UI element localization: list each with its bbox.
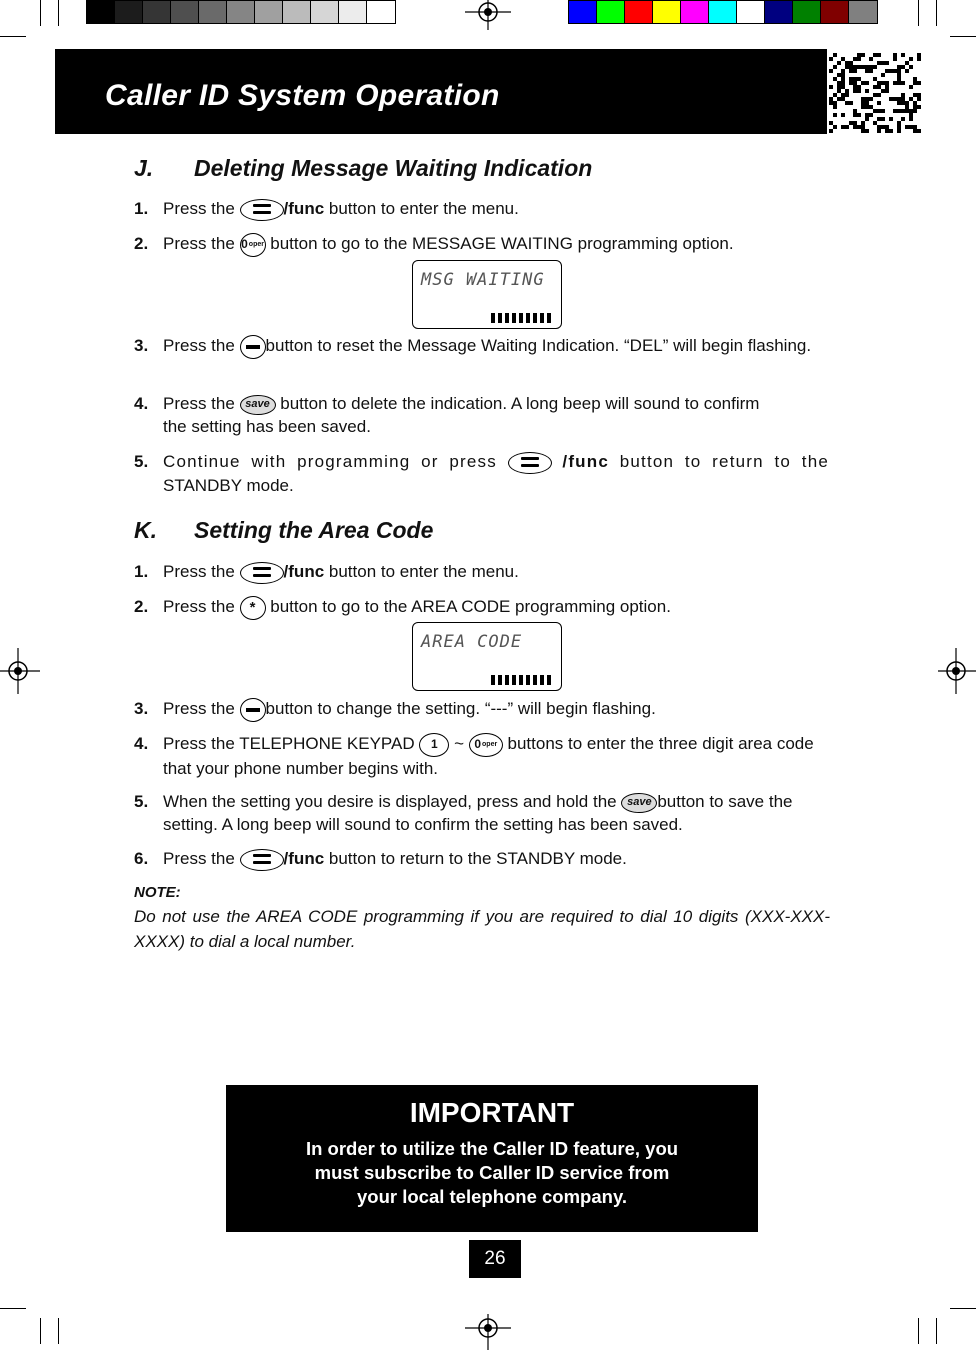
qr-module bbox=[913, 93, 917, 97]
note-label: NOTE: bbox=[134, 884, 181, 901]
qr-module bbox=[885, 61, 889, 65]
process-color-swatch bbox=[569, 1, 597, 23]
qr-module bbox=[833, 53, 837, 57]
page-title: Caller ID System Operation bbox=[105, 79, 500, 112]
qr-module bbox=[897, 65, 901, 69]
qr-module bbox=[849, 121, 853, 125]
qr-module bbox=[845, 101, 849, 105]
qr-module bbox=[829, 121, 833, 125]
qr-module bbox=[897, 97, 901, 101]
qr-module bbox=[893, 57, 897, 61]
qr-module bbox=[905, 61, 909, 65]
qr-module bbox=[841, 93, 845, 97]
section-letter: K. bbox=[134, 517, 157, 543]
qr-module bbox=[865, 101, 869, 105]
qr-module bbox=[893, 109, 897, 113]
qr-module bbox=[849, 61, 853, 65]
qr-module bbox=[873, 53, 877, 57]
qr-module bbox=[857, 125, 861, 129]
qr-module bbox=[829, 101, 833, 105]
qr-module bbox=[909, 117, 913, 121]
qr-module bbox=[901, 109, 905, 113]
qr-module bbox=[873, 77, 877, 81]
qr-module bbox=[853, 121, 857, 125]
process-color-swatch bbox=[709, 1, 737, 23]
step-number: 1. bbox=[134, 199, 149, 218]
qr-module bbox=[861, 121, 865, 125]
qr-module bbox=[865, 97, 869, 101]
qr-module bbox=[877, 125, 881, 129]
lcd-indicator-icon bbox=[491, 313, 551, 323]
process-color-swatch bbox=[765, 1, 793, 23]
qr-module bbox=[877, 117, 881, 121]
qr-module bbox=[877, 93, 881, 97]
qr-module bbox=[865, 81, 869, 85]
qr-module bbox=[893, 53, 897, 57]
qr-module bbox=[849, 69, 853, 73]
grayscale-swatch bbox=[199, 1, 227, 23]
minus-button-icon bbox=[240, 698, 266, 722]
qr-module bbox=[841, 81, 845, 85]
step-number: 6. bbox=[134, 849, 149, 868]
qr-module bbox=[897, 125, 901, 129]
save-button-icon: save bbox=[240, 395, 276, 415]
qr-module bbox=[901, 117, 905, 121]
grayscale-swatch bbox=[115, 1, 143, 23]
qr-module bbox=[889, 97, 893, 101]
one-button-icon: 1 bbox=[419, 733, 449, 757]
lcd-text: AREA CODE bbox=[421, 632, 523, 652]
registration-crosshair-icon bbox=[465, 0, 511, 46]
qr-module bbox=[833, 65, 837, 69]
qr-module bbox=[861, 81, 865, 85]
qr-module bbox=[829, 69, 833, 73]
qr-module bbox=[909, 97, 913, 101]
important-title: IMPORTANT bbox=[409, 1097, 575, 1128]
qr-module bbox=[893, 81, 897, 85]
process-color-swatch bbox=[625, 1, 653, 23]
note-text: Do not use the AREA CODE programming if you are required to dial 10 digits (XXX-XXX-XXXX) to dial a local number. bbox=[134, 907, 830, 951]
qr-module bbox=[873, 85, 877, 89]
qr-module bbox=[917, 97, 921, 101]
qr-module bbox=[885, 129, 889, 133]
qr-module bbox=[881, 61, 885, 65]
crop-mark bbox=[936, 1318, 937, 1344]
qr-module bbox=[833, 77, 837, 81]
grayscale-swatch bbox=[227, 1, 255, 23]
step-k6: Press the /func button to return to the STANDBY mode. bbox=[163, 847, 853, 871]
crop-mark bbox=[950, 36, 976, 37]
qr-module bbox=[849, 77, 853, 81]
qr-module bbox=[861, 65, 865, 69]
qr-module bbox=[861, 101, 865, 105]
qr-module bbox=[909, 113, 913, 117]
qr-module bbox=[889, 117, 893, 121]
qr-module bbox=[841, 85, 845, 89]
qr-module bbox=[829, 85, 833, 89]
qr-module bbox=[901, 97, 905, 101]
qr-module bbox=[905, 101, 909, 105]
qr-module bbox=[897, 129, 901, 133]
qr-module bbox=[853, 89, 857, 93]
qr-module bbox=[841, 77, 845, 81]
qr-module bbox=[873, 93, 877, 97]
qr-module bbox=[841, 69, 845, 73]
grayscale-swatch bbox=[339, 1, 367, 23]
qr-module bbox=[897, 121, 901, 125]
qr-module bbox=[909, 109, 913, 113]
qr-module bbox=[913, 77, 917, 81]
qr-module bbox=[909, 65, 913, 69]
qr-module bbox=[865, 129, 869, 133]
qr-module bbox=[841, 125, 845, 129]
func-button-icon bbox=[240, 562, 284, 584]
qr-module bbox=[913, 101, 917, 105]
step-k5: When the setting you desire is displayed, press and hold the save button to save the setting. A long beep will sound to confirm the setting has been saved. bbox=[163, 792, 793, 834]
qr-module bbox=[897, 77, 901, 81]
qr-module bbox=[833, 113, 837, 117]
qr-code-icon bbox=[827, 49, 921, 134]
qr-module bbox=[861, 105, 865, 109]
qr-module bbox=[901, 65, 905, 69]
section-j-heading bbox=[134, 155, 834, 185]
qr-module bbox=[869, 65, 873, 69]
qr-module bbox=[869, 57, 873, 61]
qr-module bbox=[901, 81, 905, 85]
qr-module bbox=[893, 97, 897, 101]
qr-module bbox=[853, 57, 857, 61]
qr-module bbox=[881, 125, 885, 129]
qr-module bbox=[857, 53, 861, 57]
grayscale-color-bar bbox=[86, 0, 396, 24]
grayscale-swatch bbox=[143, 1, 171, 23]
qr-module bbox=[841, 73, 845, 77]
qr-module bbox=[869, 113, 873, 117]
registration-crosshair-icon bbox=[465, 1304, 511, 1350]
grayscale-swatch bbox=[255, 1, 283, 23]
step-number: 3. bbox=[134, 336, 149, 355]
zero-oper-button-icon: 0 oper bbox=[469, 733, 503, 757]
qr-module bbox=[913, 129, 917, 133]
qr-module bbox=[897, 109, 901, 113]
step-j3: Press the button to reset the Message Waiting Indication. “DEL” will begin flashing. bbox=[163, 334, 831, 359]
qr-module bbox=[857, 77, 861, 81]
crop-mark bbox=[58, 0, 59, 26]
crop-mark bbox=[918, 1318, 919, 1344]
qr-module bbox=[853, 125, 857, 129]
qr-module bbox=[917, 81, 921, 85]
grayscale-swatch bbox=[283, 1, 311, 23]
qr-module bbox=[897, 73, 901, 77]
qr-module bbox=[917, 53, 921, 57]
qr-module bbox=[857, 113, 861, 117]
qr-module bbox=[853, 85, 857, 89]
qr-module bbox=[865, 65, 869, 69]
step-number: 4. bbox=[134, 734, 149, 753]
step-number: 3. bbox=[134, 699, 149, 718]
qr-module bbox=[877, 81, 881, 85]
qr-module bbox=[885, 89, 889, 93]
qr-module bbox=[889, 69, 893, 73]
qr-module bbox=[837, 85, 841, 89]
save-button-icon: save bbox=[621, 793, 657, 813]
step-k2: Press the * button to go to the AREA CODE programming option. bbox=[163, 595, 853, 620]
qr-module bbox=[861, 125, 865, 129]
qr-module bbox=[913, 125, 917, 129]
qr-module bbox=[881, 117, 885, 121]
crop-mark bbox=[936, 0, 937, 26]
qr-module bbox=[889, 129, 893, 133]
qr-module bbox=[865, 69, 869, 73]
qr-module bbox=[877, 129, 881, 133]
qr-module bbox=[857, 65, 861, 69]
qr-module bbox=[913, 109, 917, 113]
qr-module bbox=[917, 93, 921, 97]
process-color-swatch bbox=[793, 1, 821, 23]
qr-module bbox=[909, 57, 913, 61]
qr-module bbox=[837, 81, 841, 85]
qr-module bbox=[853, 77, 857, 81]
qr-module bbox=[837, 97, 841, 101]
grayscale-swatch bbox=[171, 1, 199, 23]
qr-module bbox=[861, 97, 865, 101]
qr-module bbox=[917, 129, 921, 133]
zero-oper-button-icon: 0 oper bbox=[240, 233, 266, 257]
func-button-icon bbox=[240, 849, 284, 871]
qr-module bbox=[853, 113, 857, 117]
qr-module bbox=[901, 93, 905, 97]
qr-module bbox=[905, 125, 909, 129]
qr-module bbox=[877, 109, 881, 113]
process-color-swatch bbox=[849, 1, 877, 23]
qr-module bbox=[877, 61, 881, 65]
qr-module bbox=[877, 101, 881, 105]
section-title: Setting the Area Code bbox=[194, 517, 434, 543]
lcd-text: MSG WAITING bbox=[421, 270, 545, 290]
section-k-heading bbox=[134, 517, 834, 547]
qr-module bbox=[837, 61, 841, 65]
qr-module bbox=[857, 85, 861, 89]
process-color-swatch bbox=[597, 1, 625, 23]
qr-module bbox=[917, 105, 921, 109]
step-number: 2. bbox=[134, 597, 149, 616]
qr-module bbox=[885, 81, 889, 85]
crop-mark bbox=[40, 0, 41, 26]
important-box bbox=[226, 1085, 758, 1232]
registration-crosshair-icon bbox=[934, 648, 976, 694]
grayscale-swatch bbox=[87, 1, 115, 23]
minus-button-icon bbox=[240, 335, 266, 359]
qr-module bbox=[909, 85, 913, 89]
section-letter: J. bbox=[134, 155, 154, 181]
func-button-icon bbox=[508, 452, 552, 474]
qr-module bbox=[849, 65, 853, 69]
qr-module bbox=[901, 53, 905, 57]
step-number: 4. bbox=[134, 394, 149, 413]
qr-module bbox=[865, 105, 869, 109]
qr-module bbox=[885, 69, 889, 73]
qr-module bbox=[869, 105, 873, 109]
crop-mark bbox=[58, 1318, 59, 1344]
step-number: 5. bbox=[134, 792, 149, 811]
qr-module bbox=[857, 89, 861, 93]
star-button-icon: * bbox=[240, 596, 266, 620]
crop-mark bbox=[40, 1318, 41, 1344]
important-body: In order to utilize the Caller ID feature, you must subscribe to Caller ID service from your local telephone company. bbox=[305, 1138, 679, 1207]
qr-module bbox=[829, 57, 833, 61]
step-k1: Press the /func button to enter the menu. bbox=[163, 560, 853, 584]
qr-module bbox=[857, 57, 861, 61]
page-number: 26 bbox=[469, 1240, 521, 1278]
qr-module bbox=[837, 73, 841, 77]
qr-module bbox=[833, 125, 837, 129]
qr-module bbox=[845, 61, 849, 65]
qr-module bbox=[845, 89, 849, 93]
qr-module bbox=[845, 93, 849, 97]
qr-module bbox=[873, 109, 877, 113]
qr-module bbox=[849, 101, 853, 105]
process-color-swatch bbox=[681, 1, 709, 23]
qr-module bbox=[913, 81, 917, 85]
process-color-swatch bbox=[821, 1, 849, 23]
process-color-swatch bbox=[653, 1, 681, 23]
qr-module bbox=[905, 105, 909, 109]
step-j2: Press the 0 oper button to go to the MESSAGE WAITING programming option. bbox=[163, 232, 853, 257]
qr-module bbox=[869, 69, 873, 73]
qr-module bbox=[881, 89, 885, 93]
qr-module bbox=[893, 69, 897, 73]
qr-module bbox=[841, 97, 845, 101]
qr-module bbox=[905, 69, 909, 73]
qr-module bbox=[833, 101, 837, 105]
qr-module bbox=[913, 105, 917, 109]
qr-module bbox=[865, 89, 869, 93]
func-button-icon bbox=[240, 199, 284, 221]
qr-module bbox=[829, 97, 833, 101]
qr-module bbox=[837, 89, 841, 93]
crop-mark bbox=[0, 1308, 26, 1309]
page-header bbox=[55, 49, 921, 134]
step-k4: Press the TELEPHONE KEYPAD 1 ~ 0 oper buttons to enter the three digit area code that your phone number begins with. bbox=[163, 734, 814, 778]
qr-module bbox=[897, 101, 901, 105]
qr-module bbox=[849, 81, 853, 85]
qr-module bbox=[917, 57, 921, 61]
qr-module bbox=[853, 81, 857, 85]
qr-module bbox=[877, 53, 881, 57]
qr-module bbox=[841, 57, 845, 61]
qr-module bbox=[881, 109, 885, 113]
lcd-indicator-icon bbox=[491, 675, 551, 685]
lcd-display bbox=[412, 260, 562, 329]
crop-mark bbox=[918, 0, 919, 26]
step-j5: Continue with programming or press /func button to return to the STANDBY mode. bbox=[163, 452, 830, 495]
qr-module bbox=[853, 69, 857, 73]
qr-module bbox=[861, 129, 865, 133]
step-number: 5. bbox=[134, 452, 149, 471]
process-color-bar bbox=[568, 0, 878, 24]
qr-module bbox=[873, 65, 877, 69]
qr-module bbox=[897, 81, 901, 85]
registration-crosshair-icon bbox=[0, 648, 46, 694]
qr-module bbox=[845, 125, 849, 129]
crop-mark bbox=[0, 36, 26, 37]
step-k3: Press the button to change the setting. “---” will begin flashing. bbox=[163, 697, 853, 722]
step-number: 1. bbox=[134, 562, 149, 581]
step-j1: Press the /func button to enter the menu. bbox=[163, 197, 853, 221]
grayscale-swatch bbox=[367, 1, 395, 23]
step-number: 2. bbox=[134, 234, 149, 253]
lcd-display bbox=[412, 622, 562, 691]
grayscale-swatch bbox=[311, 1, 339, 23]
qr-module bbox=[845, 65, 849, 69]
qr-module bbox=[833, 105, 837, 109]
qr-module bbox=[881, 73, 885, 77]
step-j4: Press the save button to delete the indication. A long beep will sound to confirm the setting has been saved. bbox=[163, 394, 760, 436]
qr-module bbox=[841, 113, 845, 117]
qr-module bbox=[909, 125, 913, 129]
qr-module bbox=[869, 97, 873, 101]
qr-module bbox=[861, 53, 865, 57]
qr-module bbox=[829, 129, 833, 133]
qr-module bbox=[873, 121, 877, 125]
qr-module bbox=[885, 125, 889, 129]
qr-module bbox=[885, 85, 889, 89]
qr-module bbox=[853, 65, 857, 69]
qr-module bbox=[865, 117, 869, 121]
qr-module bbox=[905, 109, 909, 113]
qr-module bbox=[853, 109, 857, 113]
qr-module bbox=[881, 81, 885, 85]
qr-module bbox=[865, 113, 869, 117]
qr-module bbox=[877, 85, 881, 89]
section-title: Deleting Message Waiting Indication bbox=[194, 155, 593, 181]
crop-mark bbox=[950, 1308, 976, 1309]
qr-module bbox=[901, 101, 905, 105]
qr-module bbox=[897, 69, 901, 73]
process-color-swatch bbox=[737, 1, 765, 23]
qr-module bbox=[833, 93, 837, 97]
